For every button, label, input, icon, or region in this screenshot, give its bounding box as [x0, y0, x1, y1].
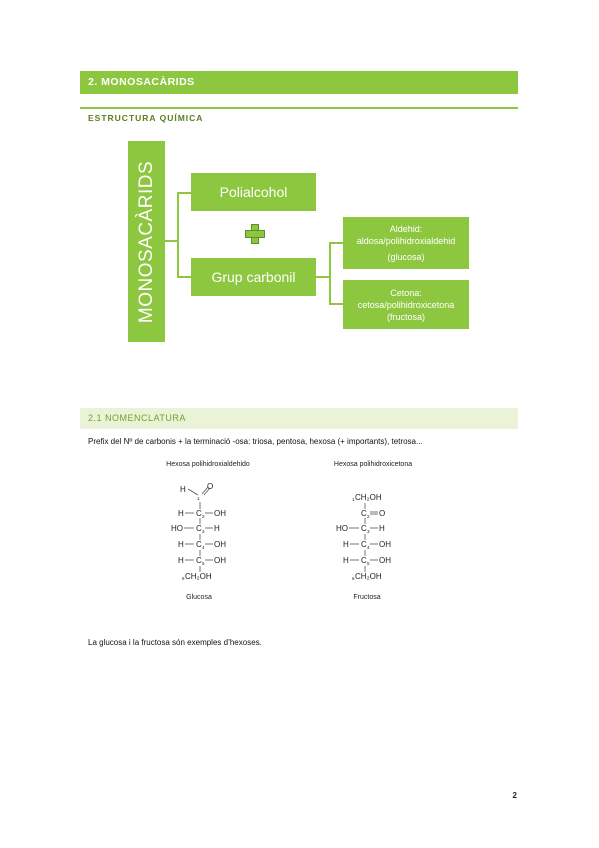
glucose-h3: H	[214, 524, 220, 533]
glucose-oh5: OH	[214, 556, 226, 565]
glucose-c5-num: 5	[202, 561, 205, 566]
glucose-c6-num: 6	[182, 576, 185, 581]
glucose-ch2oh6: CH₂OH	[185, 572, 212, 581]
glucose-h1: H	[180, 485, 186, 494]
fructose-c3: C	[361, 524, 367, 533]
aldehyde-line2: aldosa/polihidroxialdehid	[356, 236, 456, 246]
monosaccharides-box	[128, 141, 165, 342]
ketone-box	[343, 280, 469, 329]
fructose-c5-num: 5	[367, 561, 370, 566]
fructose-o2: O	[379, 509, 386, 518]
page-number: 2	[512, 791, 517, 800]
glucose-title: Hexosa polihidroxialdehido	[166, 461, 250, 468]
nomenclature-heading-bar	[80, 408, 518, 429]
glucose-c2-num: 2	[202, 514, 205, 519]
ketone-line3: (fructosa)	[386, 311, 425, 322]
glucose-h4: H	[178, 540, 184, 549]
section-title: 2. MONOSACÀRIDS	[88, 76, 195, 88]
fructose-caption: Fructosa	[353, 594, 381, 601]
plus-icon	[245, 224, 265, 244]
conclusion-text: La glucosa i la fructosa són exemples d’hexoses.	[88, 638, 262, 647]
section-rule	[80, 107, 518, 109]
aldehyde-box	[343, 217, 469, 269]
fructose-c1-num: 1	[352, 497, 355, 502]
monosaccharides-label: MONOSACÀRIDS	[135, 160, 157, 323]
fructose-c2: C	[361, 509, 367, 518]
glucose-h2: H	[178, 509, 184, 518]
connector	[177, 192, 191, 194]
glucose-c4-num: 4	[202, 545, 205, 550]
connector	[177, 192, 179, 277]
polyalcohol-label: Polialcohol	[219, 184, 288, 200]
glucose-oh4: OH	[214, 540, 226, 549]
ketone-line1: Cetona:	[390, 287, 422, 298]
fructose-c5: C	[361, 556, 367, 565]
glucose-caption: Glucosa	[186, 594, 212, 601]
structure-heading: ESTRUCTURA QUÍMICA	[88, 113, 204, 123]
glucose-c1-num: 1	[197, 496, 200, 501]
fructose-c4: C	[361, 540, 367, 549]
section-title-bar	[80, 71, 518, 94]
fructose-c4-num: 4	[367, 545, 370, 550]
fructose-oh4: OH	[379, 540, 391, 549]
fructose-structure	[325, 488, 425, 588]
nomenclature-heading: 2.1 NOMENCLATURA	[88, 413, 186, 423]
fructose-c2-num: 2	[367, 514, 370, 519]
fructose-h5: H	[343, 556, 349, 565]
glucose-ho3: HO	[171, 524, 183, 533]
glucose-c4: C	[196, 540, 202, 549]
connector	[329, 242, 343, 244]
aldehyde-line1: Aldehid:	[389, 224, 423, 234]
aldehyde-line3: (glucosa)	[387, 252, 425, 262]
glucose-c5: C	[196, 556, 202, 565]
glucose-c3-num: 3	[202, 529, 205, 534]
fructose-c6-num: 6	[352, 576, 355, 581]
glucose-c2: C	[196, 509, 202, 518]
glucose-h5: H	[178, 556, 184, 565]
glucose-oh2: OH	[214, 509, 226, 518]
connector	[177, 276, 191, 278]
glucose-c3: C	[196, 524, 202, 533]
connector	[329, 242, 331, 304]
fructose-c3-num: 3	[367, 529, 370, 534]
fructose-ch2oh1: CH₂OH	[355, 493, 382, 502]
fructose-oh5: OH	[379, 556, 391, 565]
connector	[329, 303, 343, 305]
fructose-title: Hexosa polihidroxicetona	[333, 461, 413, 468]
glucose-structure	[160, 478, 260, 588]
connector	[165, 240, 177, 242]
carbonyl-group-box	[191, 258, 316, 296]
carbonyl-group-label: Grup carbonil	[211, 269, 296, 285]
fructose-ch2oh6: CH₂OH	[355, 572, 382, 581]
polyalcohol-box	[191, 173, 316, 211]
connector	[316, 276, 330, 278]
fructose-ho3: HO	[336, 524, 348, 533]
fructose-h3: H	[379, 524, 385, 533]
nomenclature-text: Prefix del Nº de carbonis + la terminació -osa: triosa, pentosa, hexosa (+ importants), tetrosa...	[88, 437, 423, 446]
fructose-h4: H	[343, 540, 349, 549]
glucose-o1: O	[207, 482, 214, 491]
ketone-line2: cetosa/polihidroxicetona	[357, 299, 455, 310]
